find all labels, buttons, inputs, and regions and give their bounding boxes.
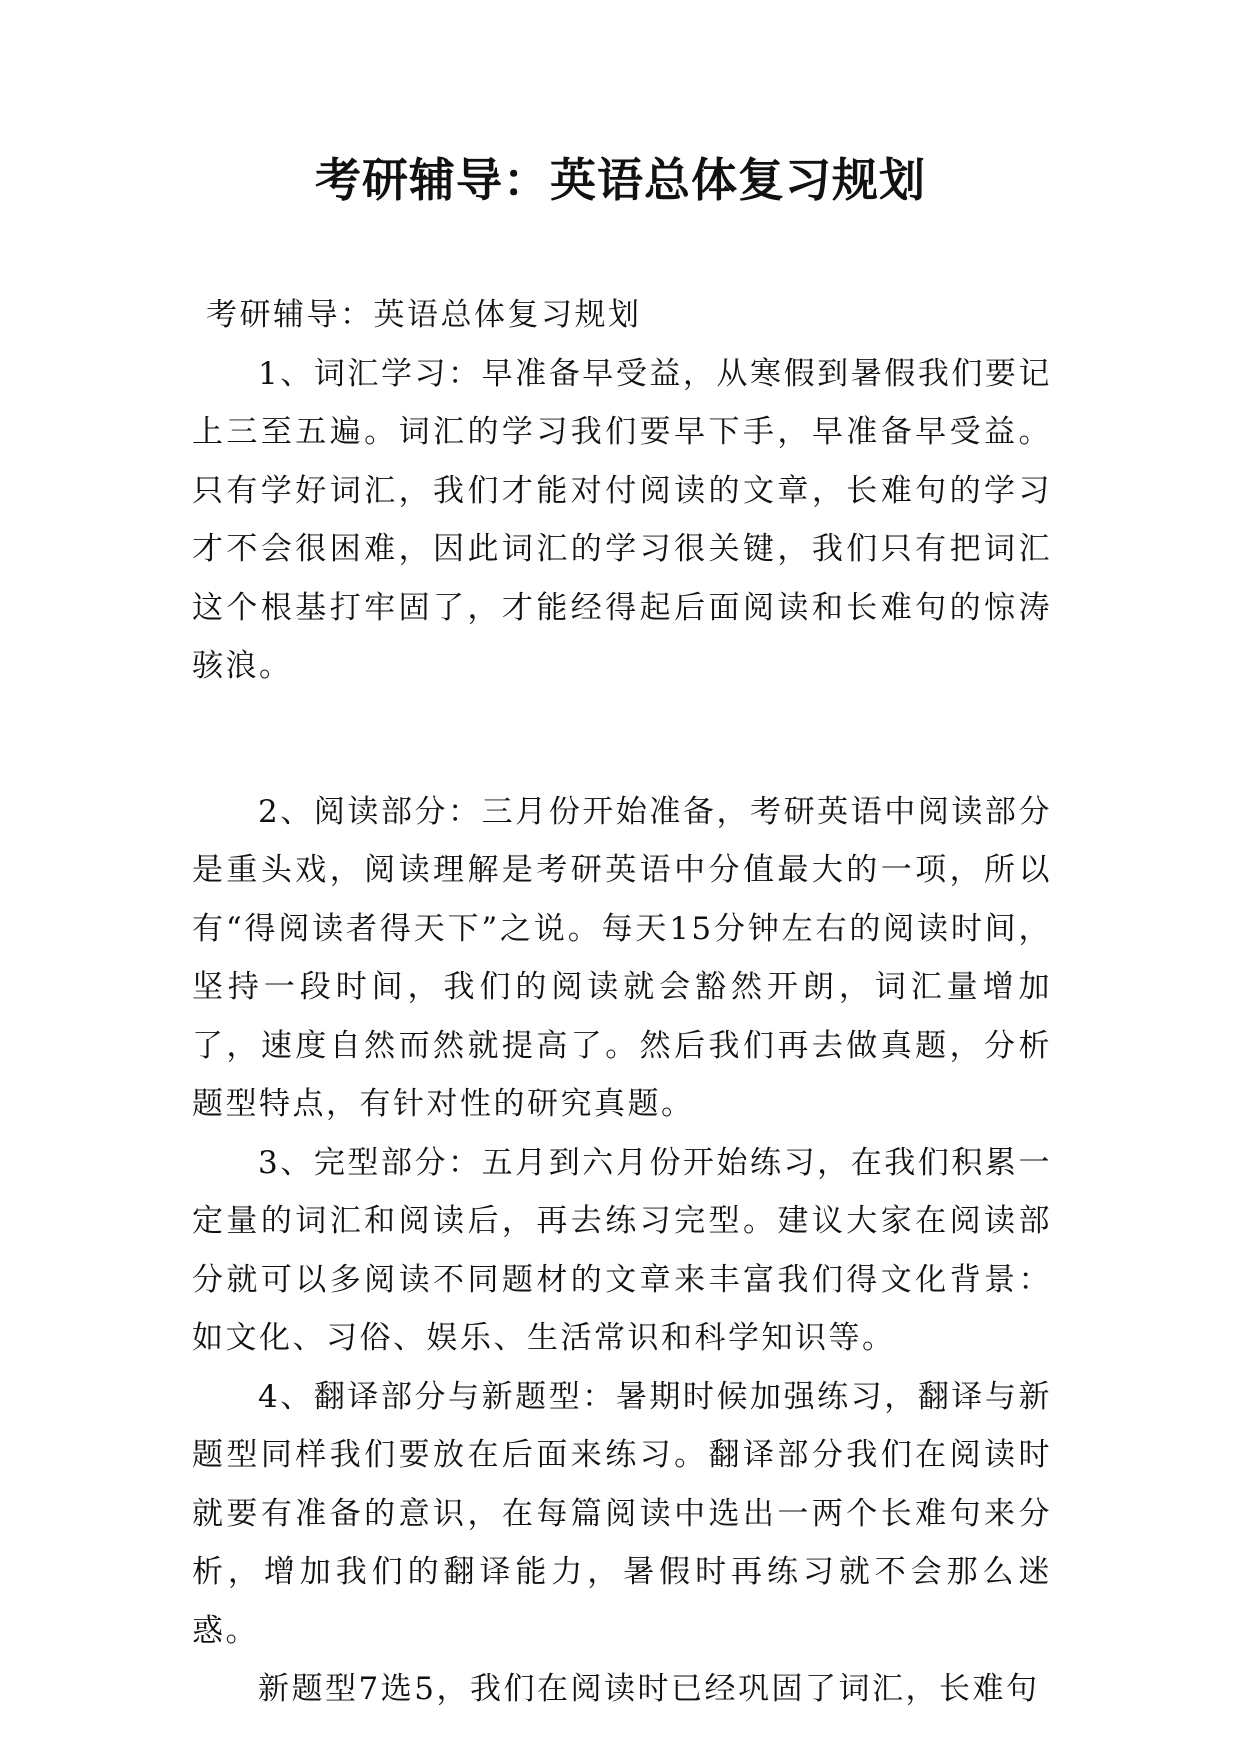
paragraph-vocabulary: 1、词汇学习：早准备早受益，从寒假到暑假我们要记上三至五遍。词汇的学习我们要早下手，早准备早受益。只有学好词汇，我们才能对付阅读的文章，长难句的学习才不会很困难，因此词汇的学习很关键，我们只有把词汇这个根基打牢固了，才能经得起后面阅读和长难句的惊涛骇浪。 bbox=[192, 355, 1052, 684]
paragraph-translation: 4、翻译部分与新题型：暑期时候加强练习，翻译与新题型同样我们要放在后面来练习。翻译部分我们在阅读时就要有准备的意识，在每篇阅读中选出一两个长难句来分析，增加我们的翻译能力，暑假时再练习就不会那么迷惑。 bbox=[192, 1378, 1052, 1649]
document-body bbox=[192, 286, 1052, 1719]
document-title: 考研辅导：英语总体复习规划 bbox=[315, 153, 926, 207]
paragraph-reading: 2、阅读部分：三月份开始准备，考研英语中阅读部分是重头戏，阅读理解是考研英语中分值最大的一项，所以有“得阅读者得天下”之说。每天15分钟左右的阅读时间，坚持一段时间，我们的阅读就会豁然开朗，词汇量增加了，速度自然而然就提高了。然后我们再去做真题，分析题型特点，有针对性的研究真题。 bbox=[192, 793, 1052, 1122]
document-subtitle: 考研辅导：英语总体复习规划 bbox=[206, 297, 642, 333]
paragraph-cloze: 3、完型部分：五月到六月份开始练习，在我们积累一定量的词汇和阅读后，再去练习完型。建议大家在阅读部分就可以多阅读不同题材的文章来丰富我们得文化背景：如文化、习俗、娱乐、生活常识和科学知识等。 bbox=[192, 1144, 1052, 1356]
paragraph-spacer bbox=[192, 696, 1052, 783]
paragraph-new-question-type: 新题型7选5，我们在阅读时已经巩固了词汇，长难句 bbox=[258, 1671, 1040, 1707]
